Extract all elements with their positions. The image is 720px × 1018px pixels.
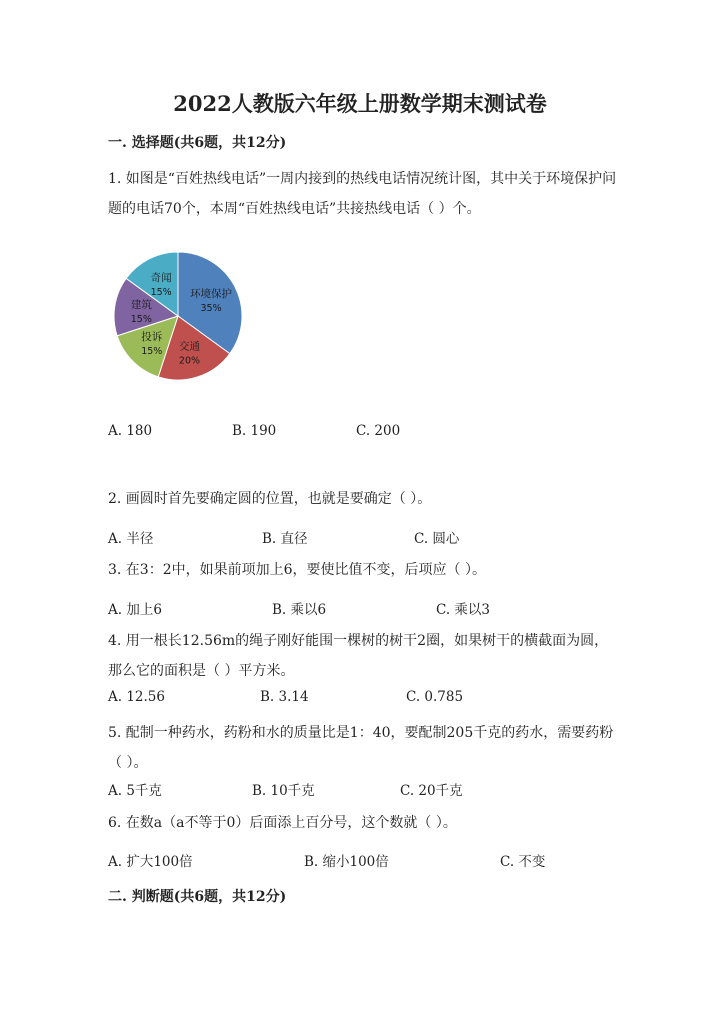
option-2c[interactable]: C. 圆心 — [414, 531, 460, 547]
option-6b[interactable]: B. 缩小100倍 — [304, 854, 389, 870]
option-2a[interactable]: A. 半径 — [108, 531, 154, 547]
option-5b[interactable]: B. 10千克 — [252, 783, 315, 799]
question-3: 3. 在3：2中，如果前项加上6，要使比值不变，后项应（ ）。 — [108, 562, 486, 578]
pie-label-2: 投诉 — [141, 331, 163, 344]
pie-percent-0: 35% — [200, 303, 222, 315]
option-4b[interactable]: B. 3.14 — [260, 689, 309, 705]
option-5c[interactable]: C. 20千克 — [400, 783, 463, 799]
option-3a[interactable]: A. 加上6 — [108, 602, 162, 618]
page-title: 2022人教版六年级上册数学期末测试卷 — [173, 91, 547, 116]
option-1c[interactable]: C. 200 — [356, 423, 401, 439]
question-5: 5. 配制一种药水，药粉和水的质量比是1：40，要配制205千克的药水，需要药粉（ ）。 — [108, 725, 614, 771]
option-3c[interactable]: C. 乘以3 — [436, 602, 491, 618]
section-heading-choice: 一. 选择题(共6题，共12分) — [108, 135, 287, 151]
pie-label-4: 奇闻 — [150, 271, 172, 284]
pie-label-1: 交通 — [178, 340, 200, 353]
pie-percent-4: 15% — [150, 286, 172, 298]
pie-percent-3: 15% — [130, 314, 152, 326]
question-6: 6. 在数a（a不等于0）后面添上百分号，这个数就（ ）。 — [108, 815, 457, 831]
pie-percent-2: 15% — [141, 346, 163, 358]
pie-percent-1: 20% — [178, 355, 201, 367]
option-1a[interactable]: A. 180 — [108, 423, 153, 439]
option-6a[interactable]: A. 扩大100倍 — [108, 854, 193, 870]
question-1: 1. 如图是“百姓热线电话”一周内接到的热线电话情况统计图，其中关于环境保护问题的电话70个，本周“百姓热线电话”共接热线电话（ ）个。 — [108, 171, 617, 217]
section-heading-judgement: 二. 判断题(共6题，共12分) — [108, 889, 287, 905]
option-3b[interactable]: B. 乘以6 — [272, 602, 327, 618]
pie-chart — [108, 246, 248, 386]
option-5a[interactable]: A. 5千克 — [108, 783, 162, 799]
option-2b[interactable]: B. 直径 — [262, 531, 308, 547]
option-4c[interactable]: C. 0.785 — [406, 689, 464, 705]
pie-label-0: 环境保护 — [190, 288, 233, 301]
question-4: 4. 用一根长12.56m的绳子刚好能围一棵树的树干2圈，如果树干的横截面为圆，那么它的面积是（ ）平方米。 — [108, 633, 609, 679]
option-4a[interactable]: A. 12.56 — [108, 689, 165, 705]
option-1b[interactable]: B. 190 — [232, 423, 277, 439]
pie-label-3: 建筑 — [130, 299, 152, 312]
option-6c[interactable]: C. 不变 — [500, 854, 546, 870]
question-2: 2. 画圆时首先要确定圆的位置，也就是要确定（ ）。 — [108, 491, 432, 507]
